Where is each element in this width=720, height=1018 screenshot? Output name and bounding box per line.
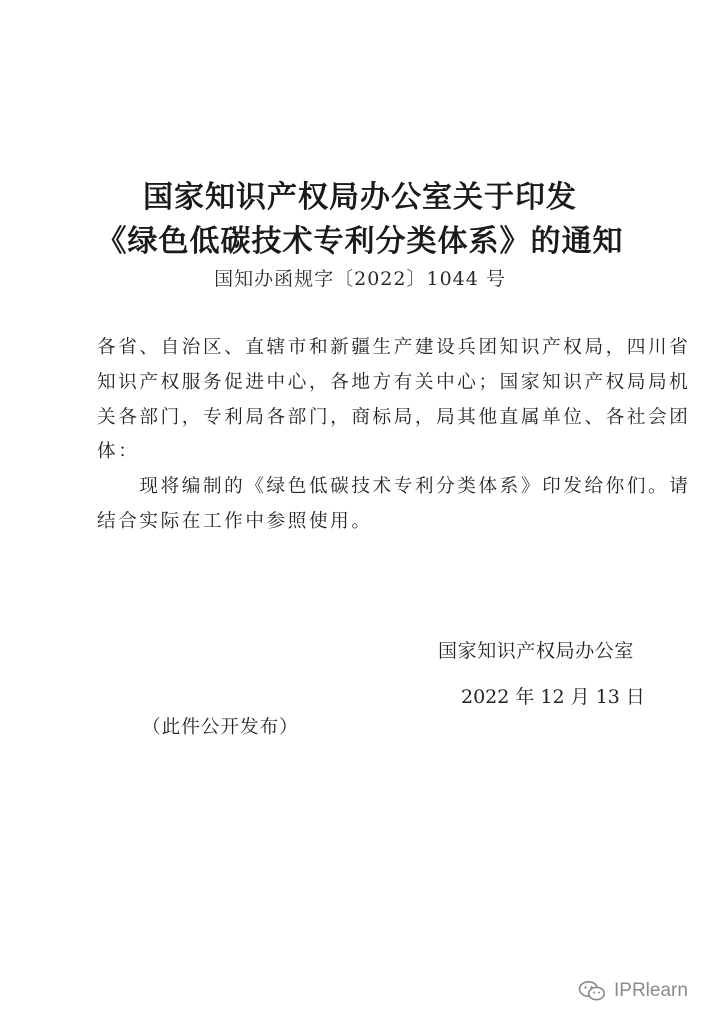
issue-date: 2022 年 12 月 13 日 — [461, 686, 645, 708]
body-line: 各省、自治区、直辖市和新疆生产建设兵团知识产权局，四川省 — [97, 337, 691, 358]
body-line: 现将编制的《绿色低碳技术专利分类体系》印发给你们。请 — [97, 476, 691, 497]
document-title-line-2: 《绿色低碳技术专利分类体系》的通知 — [96, 224, 624, 259]
wechat-icon — [578, 980, 606, 1002]
source-watermark — [578, 980, 688, 1002]
body-line: 体： — [97, 441, 140, 462]
publication-note: （此件公开发布） — [142, 717, 299, 738]
watermark-text: IPRlearn — [614, 980, 688, 1001]
issuer-signature: 国家知识产权局办公室 — [438, 640, 635, 662]
document-title-line-1: 国家知识产权局办公室关于印发 — [143, 180, 577, 215]
body-line: 关各部门，专利局各部门，商标局，局其他直属单位、各社会团 — [97, 407, 691, 428]
body-line: 结合实际在工作中参照使用。 — [97, 511, 373, 532]
body-line: 知识产权服务促进中心，各地方有关中心；国家知识产权局局机 — [97, 372, 691, 393]
document-number: 国知办函规字〔2022〕1044 号 — [214, 268, 506, 290]
